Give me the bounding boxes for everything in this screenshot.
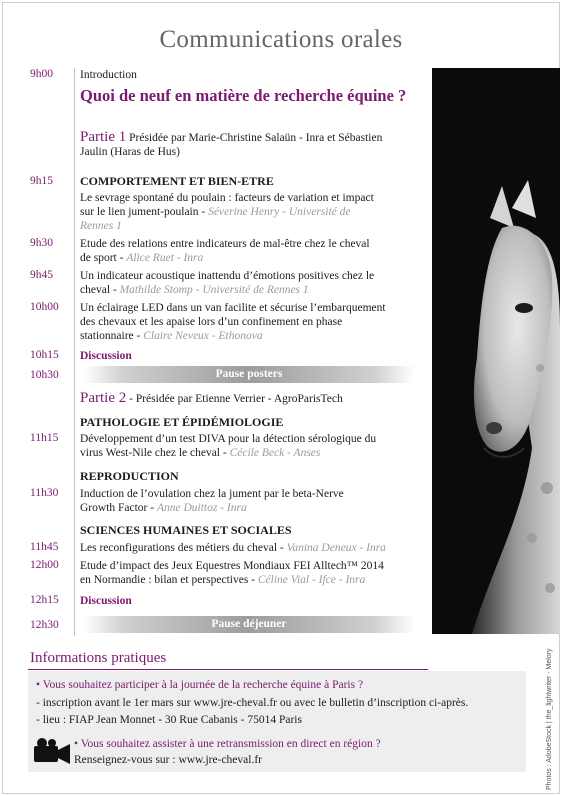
partie-1-number: Partie 1	[80, 129, 127, 145]
video-camera-icon	[32, 736, 72, 766]
talk-text: Etude des relations entre indicateurs de mal-être chez le cheval	[80, 238, 370, 250]
time-11h45: 11h45	[30, 541, 59, 553]
time-12h30: 12h30	[30, 619, 59, 631]
time-10h30: 10h30	[30, 369, 59, 381]
info-question-region	[74, 738, 381, 750]
talk-author: Claire Neveux - Ethonova	[143, 330, 263, 342]
time-12h00: 12h00	[30, 559, 59, 571]
time-11h30: 11h30	[30, 487, 59, 499]
time-10h15: 10h15	[30, 349, 59, 361]
section-pathologie: PATHOLOGIE ET ÉPIDÉMIOLOGIE	[80, 415, 284, 429]
info-question-text: • Vous souhaitez participer à la journée de la recherche équine à Paris ?	[36, 679, 364, 691]
partie-2-chairs: - Présidée par Etienne Verrier - AgroParisTech	[129, 393, 343, 405]
talk-text: stationnaire -	[80, 330, 144, 342]
talk-author: Rennes 1	[80, 220, 122, 232]
section-sciences-humaines: SCIENCES HUMAINES ET SOCIALES	[80, 523, 292, 537]
talk-author: Vanina Deneux - Inra	[286, 542, 386, 554]
info-title-underline	[28, 669, 428, 670]
partie-2	[80, 391, 410, 406]
talk-author: Séverine Henry - Université de	[208, 206, 351, 218]
pause-dejeuner-banner: Pause déjeuner	[84, 616, 414, 633]
talk-sevrage	[80, 191, 425, 233]
talk-mal-etre	[80, 237, 425, 265]
section-reproduction: REPRODUCTION	[80, 469, 179, 483]
talk-author: Céline Vial - Ifce - Inra	[257, 574, 366, 586]
horse-photo	[432, 68, 560, 634]
talk-diva	[80, 432, 425, 460]
time-9h30: 9h30	[30, 237, 53, 249]
page-title: Communications orales	[159, 26, 403, 53]
talk-author: Anne Duittoz - Inra	[156, 502, 247, 514]
discussion-2: Discussion	[80, 595, 132, 607]
info-question-paris	[36, 679, 363, 691]
photo-credit-text: Photos : AdobeStock | the_lightwriter - Melory	[546, 648, 553, 790]
talk-text: de sport -	[80, 252, 127, 264]
talk-author: Mathilde Stomp - Université de Rennes 1	[119, 284, 309, 296]
photo-credit	[546, 640, 556, 790]
time-11h15: 11h15	[30, 432, 59, 444]
talk-ovulation	[80, 487, 425, 515]
info-website: Renseignez-vous sur : www.jre-cheval.fr	[74, 754, 262, 766]
talk-text: cheval -	[80, 284, 120, 296]
info-question-text: • Vous souhaitez assister à une retransmission en direct en région ?	[74, 738, 381, 750]
talk-text: Growth Factor -	[80, 502, 157, 514]
talk-text: sur le lien jument-poulain -	[80, 206, 209, 218]
time-section-1: 9h15	[30, 175, 53, 187]
talk-text: Le sevrage spontané du poulain : facteurs de variation et impact	[80, 192, 374, 204]
time-10h00: 10h00	[30, 301, 59, 313]
info-lieu: - lieu : FIAP Jean Monnet - 30 Rue Cabanis - 75014 Paris	[36, 714, 302, 726]
talk-text: virus West-Nile chez le cheval -	[80, 447, 230, 459]
partie-1	[80, 130, 410, 159]
talk-text: Développement d’un test DIVA pour la détection sérologique du	[80, 433, 377, 445]
talk-text: Un éclairage LED dans un van facilite et sécurise l’embarquement	[80, 302, 386, 314]
talk-text: Induction de l’ovulation chez la jument par le beta-Nerve	[80, 488, 344, 500]
discussion-1: Discussion	[80, 350, 132, 362]
pause-posters-banner: Pause posters	[84, 366, 414, 383]
talk-metiers	[80, 541, 425, 555]
horse-illustration	[432, 68, 560, 634]
intro-label: Introduction	[80, 69, 137, 81]
talk-text: Les reconfigurations des métiers du cheval -	[80, 542, 287, 554]
section-comportement: COMPORTEMENT ET BIEN-ETRE	[80, 174, 274, 188]
info-title: Informations pratiques	[30, 650, 167, 666]
time-intro: 9h00	[30, 68, 53, 80]
talk-text: des chevaux et les apaise lors d’un confinement en phase	[80, 316, 343, 328]
info-inscription: - inscription avant le 1er mars sur www.jre-cheval.fr ou avec le bulletin d’inscription ci-après.	[36, 697, 469, 709]
talk-author: Cécile Beck - Anses	[229, 447, 321, 459]
talk-led	[80, 301, 425, 343]
headline: Quoi de neuf en matière de recherche équine ?	[80, 86, 407, 105]
partie-2-number: Partie 2	[80, 390, 127, 406]
time-divider	[74, 68, 75, 636]
time-12h15: 12h15	[30, 594, 59, 606]
partie-1-chairs: Présidée par Marie-Christine Salaün - Inra et Sébastien Jaulin (Haras de Hus)	[80, 132, 383, 158]
talk-author: Alice Ruet - Inra	[126, 252, 204, 264]
talk-acoustique	[80, 269, 425, 297]
talk-text: Un indicateur acoustique inattendu d’émotions positives chez le	[80, 270, 375, 282]
talk-text: en Normandie : bilan et perspectives -	[80, 574, 258, 586]
time-9h45: 9h45	[30, 269, 53, 281]
talk-jeux-equestres	[80, 559, 430, 587]
talk-text: Etude d’impact des Jeux Equestres Mondiaux FEI Alltech™ 2014	[80, 560, 384, 572]
